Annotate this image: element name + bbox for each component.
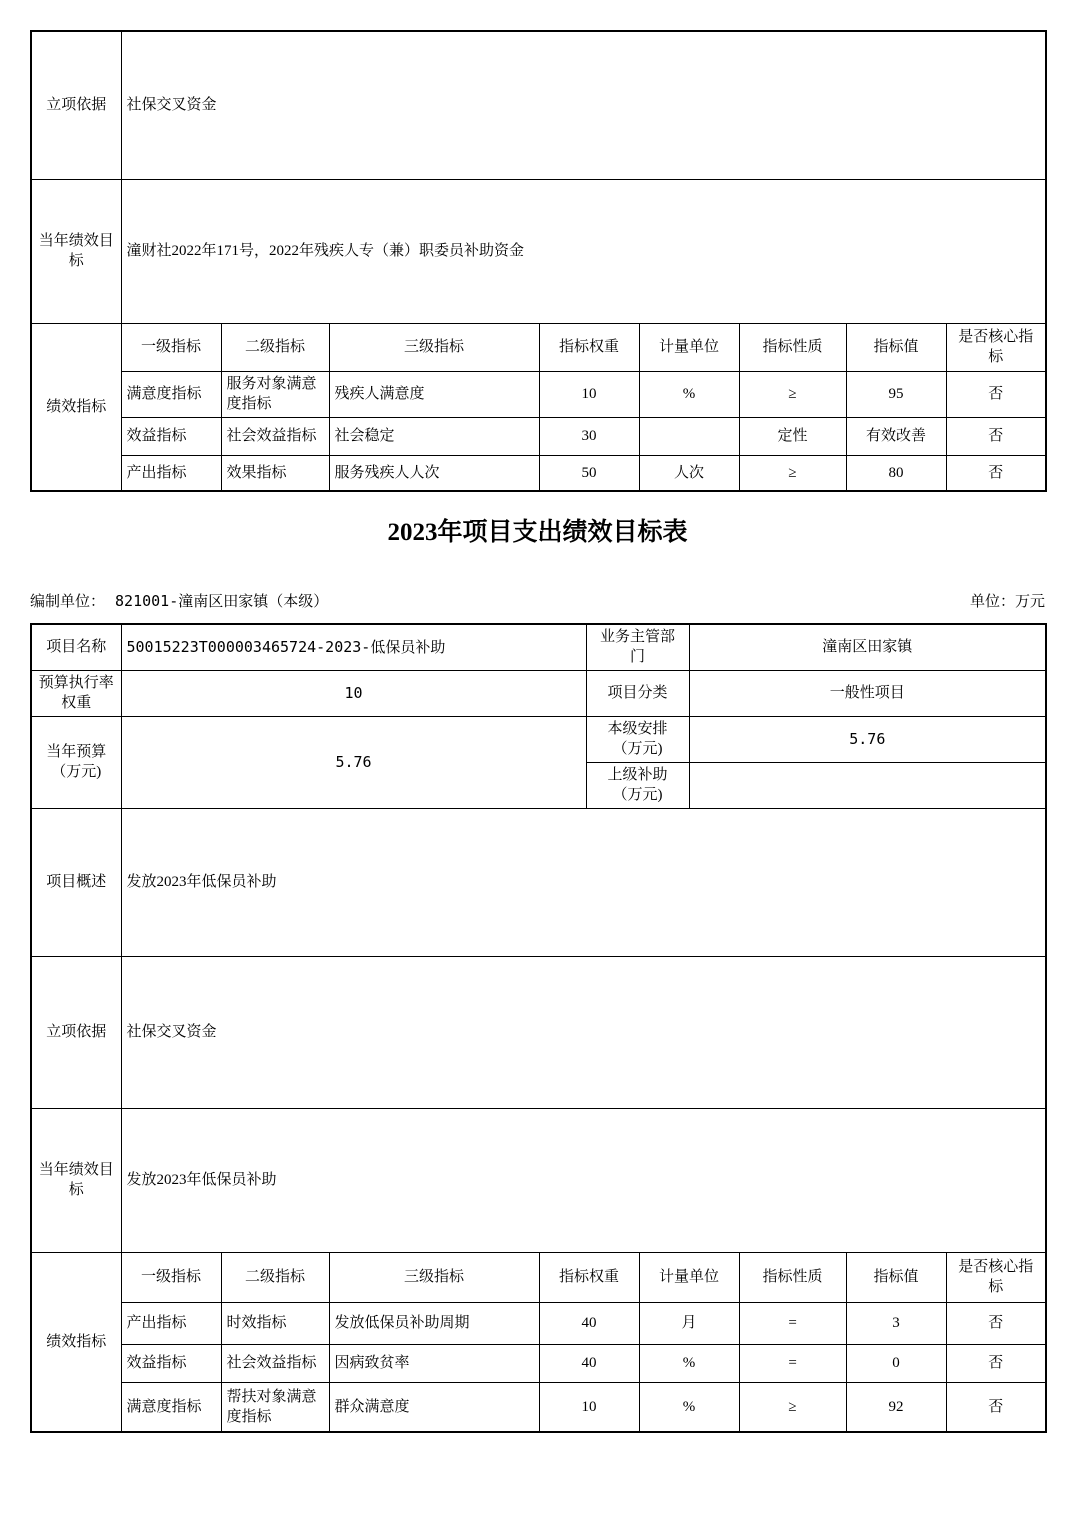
column-header: 指标值 [846, 1252, 946, 1302]
indicator-cell: 30 [539, 417, 639, 455]
indicator-row [31, 1344, 1046, 1382]
row-label-project-basis: 立项依据 [31, 956, 121, 1108]
meta-row [30, 590, 1045, 611]
indicator-cell: ≥ [739, 455, 846, 491]
indicator-cell: % [639, 1344, 739, 1382]
row-value-annual-target: 潼财社2022年171号，2022年残疾人专（兼）职委员补助资金 [121, 179, 1046, 323]
row-value-dept: 潼南区田家镇 [689, 624, 1046, 670]
row-label-annual-target: 当年绩效目标 [31, 179, 121, 323]
row-label-local-arrangement: 本级安排（万元) [586, 716, 689, 762]
indicator-cell: 否 [946, 371, 1046, 417]
column-header: 三级指标 [329, 323, 539, 371]
indicator-cell: 否 [946, 1382, 1046, 1432]
indicator-section-label: 绩效指标 [31, 1252, 121, 1432]
indicator-cell: 月 [639, 1302, 739, 1344]
indicator-cell: 效益指标 [121, 417, 221, 455]
indicator-cell: 产出指标 [121, 1302, 221, 1344]
column-header: 指标性质 [739, 323, 846, 371]
row-project-overview [31, 808, 1046, 956]
row-project-basis [31, 31, 1046, 179]
row-label-superior-subsidy: 上级补助（万元) [586, 762, 689, 808]
row-project-name [31, 624, 1046, 670]
indicator-cell: 社会效益指标 [221, 1344, 329, 1382]
indicator-header-row [31, 323, 1046, 371]
row-value-category: 一般性项目 [689, 670, 1046, 716]
row-annual-target [31, 1108, 1046, 1252]
prepared-by-value: 821001-潼南区田家镇（本级） [115, 592, 329, 610]
prepared-by [30, 590, 328, 611]
indicator-cell: 满意度指标 [121, 1382, 221, 1432]
performance-table-previous [30, 30, 1047, 492]
column-header: 一级指标 [121, 323, 221, 371]
indicator-cell: 因病致贫率 [329, 1344, 539, 1382]
indicator-row [31, 1302, 1046, 1344]
column-header: 计量单位 [639, 1252, 739, 1302]
row-value-project-name: 50015223T000003465724-2023-低保员补助 [121, 624, 586, 670]
prepared-by-label: 编制单位： [30, 594, 106, 610]
indicator-cell: 残疾人满意度 [329, 371, 539, 417]
column-header: 三级指标 [329, 1252, 539, 1302]
indicator-cell: 否 [946, 455, 1046, 491]
page-title: 2023年项目支出绩效目标表 [387, 519, 688, 546]
row-year-budget [31, 716, 1046, 762]
indicator-cell [639, 417, 739, 455]
column-header: 指标值 [846, 323, 946, 371]
indicator-cell: 40 [539, 1302, 639, 1344]
indicator-cell: 人次 [639, 455, 739, 491]
indicator-cell: 服务残疾人人次 [329, 455, 539, 491]
unit-label: 单位：万元 [969, 594, 1045, 610]
indicator-cell: = [739, 1302, 846, 1344]
column-header: 指标权重 [539, 323, 639, 371]
indicator-row [31, 455, 1046, 491]
indicator-cell: 10 [539, 1382, 639, 1432]
performance-table-main [30, 623, 1047, 1433]
row-value-project-overview: 发放2023年低保员补助 [121, 808, 1046, 956]
indicator-cell: 0 [846, 1344, 946, 1382]
indicator-cell: 95 [846, 371, 946, 417]
row-value-local-arrangement: 5.76 [689, 716, 1046, 762]
indicator-cell: 否 [946, 417, 1046, 455]
column-header: 二级指标 [221, 323, 329, 371]
column-header: 是否核心指标 [946, 1252, 1046, 1302]
indicator-row [31, 1382, 1046, 1432]
indicator-section-label: 绩效指标 [31, 323, 121, 491]
row-label-project-name: 项目名称 [31, 624, 121, 670]
indicator-header-row [31, 1252, 1046, 1302]
indicator-row [31, 417, 1046, 455]
column-header: 是否核心指标 [946, 323, 1046, 371]
indicator-cell: 发放低保员补助周期 [329, 1302, 539, 1344]
row-label-project-overview: 项目概述 [31, 808, 121, 956]
indicator-cell: 有效改善 [846, 417, 946, 455]
row-label-project-basis: 立项依据 [31, 31, 121, 179]
row-annual-target [31, 179, 1046, 323]
column-header: 计量单位 [639, 323, 739, 371]
row-value-budget-rate: 10 [121, 670, 586, 716]
row-budget-rate [31, 670, 1046, 716]
indicator-cell: 定性 [739, 417, 846, 455]
indicator-cell: 时效指标 [221, 1302, 329, 1344]
indicator-cell: 社会稳定 [329, 417, 539, 455]
indicator-cell: 40 [539, 1344, 639, 1382]
indicator-cell: 满意度指标 [121, 371, 221, 417]
indicator-cell: 否 [946, 1302, 1046, 1344]
indicator-cell: 帮扶对象满意度指标 [221, 1382, 329, 1432]
row-value-annual-target: 发放2023年低保员补助 [121, 1108, 1046, 1252]
column-header: 指标权重 [539, 1252, 639, 1302]
indicator-cell: 效果指标 [221, 455, 329, 491]
indicator-cell: 社会效益指标 [221, 417, 329, 455]
indicator-cell: ≥ [739, 371, 846, 417]
row-label-budget-rate: 预算执行率权重 [31, 670, 121, 716]
row-label-year-budget: 当年预算（万元) [31, 716, 121, 808]
indicator-cell: % [639, 1382, 739, 1432]
indicator-cell: 50 [539, 455, 639, 491]
indicator-cell: 3 [846, 1302, 946, 1344]
indicator-cell: 80 [846, 455, 946, 491]
indicator-cell: 否 [946, 1344, 1046, 1382]
row-project-basis [31, 956, 1046, 1108]
indicator-row [31, 371, 1046, 417]
column-header: 指标性质 [739, 1252, 846, 1302]
row-label-dept: 业务主管部门 [586, 624, 689, 670]
indicator-cell: = [739, 1344, 846, 1382]
row-value-year-budget: 5.76 [121, 716, 586, 808]
indicator-cell: ≥ [739, 1382, 846, 1432]
indicator-cell: 效益指标 [121, 1344, 221, 1382]
indicator-cell: 92 [846, 1382, 946, 1432]
column-header: 一级指标 [121, 1252, 221, 1302]
row-value-superior-subsidy [689, 762, 1046, 808]
row-label-category: 项目分类 [586, 670, 689, 716]
indicator-cell: 10 [539, 371, 639, 417]
row-label-annual-target: 当年绩效目标 [31, 1108, 121, 1252]
row-value-project-basis: 社保交叉资金 [121, 31, 1046, 179]
indicator-cell: 服务对象满意度指标 [221, 371, 329, 417]
row-value-project-basis: 社保交叉资金 [121, 956, 1046, 1108]
indicator-cell: 产出指标 [121, 455, 221, 491]
indicator-cell: 群众满意度 [329, 1382, 539, 1432]
column-header: 二级指标 [221, 1252, 329, 1302]
indicator-cell: % [639, 371, 739, 417]
